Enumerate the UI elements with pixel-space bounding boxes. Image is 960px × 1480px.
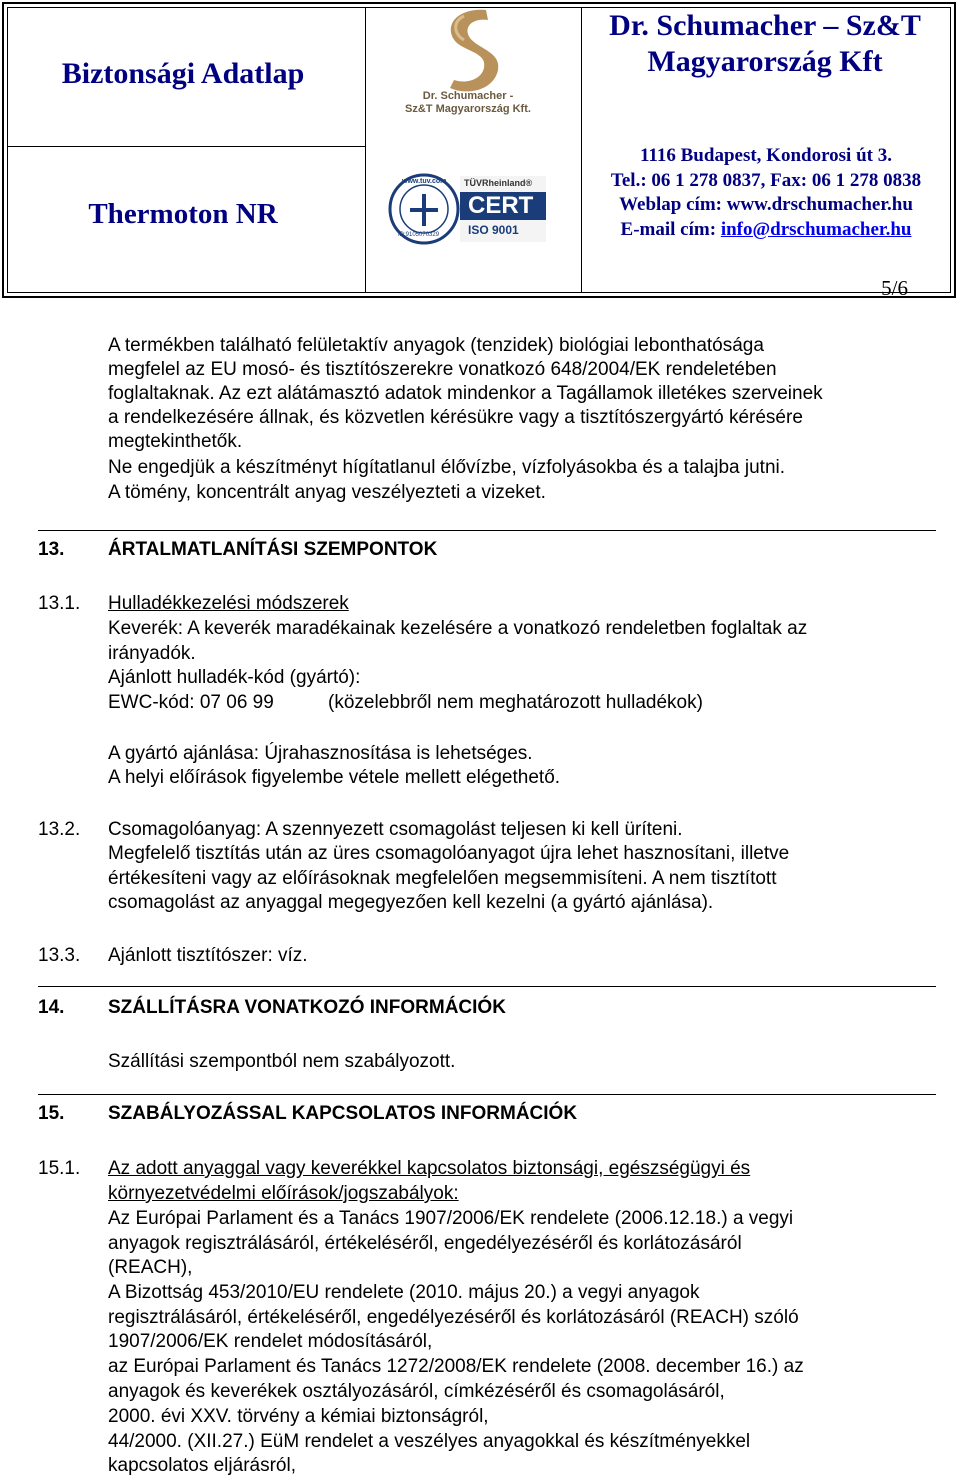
intro-line: foglaltaknak. Az ezt alátámasztó adatok mindenkor a Tagállamok illetékes szerveinek (108, 383, 823, 404)
logo-text-line2: Sz&T Magyarország Kft. (405, 103, 531, 115)
section-13-3-text: Ajánlott tisztítószer: víz. (108, 945, 308, 966)
company-address-block (586, 144, 946, 242)
company-name-line2: Magyarország Kft (647, 45, 883, 78)
section-13-1-line: A helyi előírások figyelembe vétele mellett elégethető. (108, 767, 561, 788)
cert-url: www.tuv.com (402, 178, 447, 185)
intro-line: megtekinthetők. (108, 431, 243, 452)
section-14-number: 14. (38, 997, 65, 1018)
email-link[interactable]: info@drschumacher.hu (720, 218, 912, 240)
section-15-title: SZABÁLYOZÁSSAL KAPCSOLATOS INFORMÁCIÓK (108, 1103, 578, 1124)
section-15-number: 15. (38, 1103, 65, 1124)
section-13-title: ÁRTALMATLANÍTÁSI SZEMPONTOK (108, 539, 438, 560)
section-13-2-line: Csomagolóanyag: A szennyezett csomagolást teljesen ki kell üríteni. (108, 819, 683, 840)
intro-line: A termékben található felületaktív anyagok (tenzidek) biológiai lebonthatósága (108, 335, 764, 356)
tuv-cert-logo (388, 170, 548, 248)
cert-id: ID:9105070329 (398, 232, 440, 238)
header-divider-left (365, 8, 366, 292)
regulation-line: 44/2000. (XII.27.) EüM rendelet a veszélyes anyagokkal és készítményekkel (108, 1431, 751, 1452)
regulation-line: (REACH), (108, 1257, 193, 1278)
intro-line: a rendelkezésére állnak, és közvetlen kérésükre vagy a tisztítószergyártó kérésére (108, 407, 803, 428)
address-line: 1116 Budapest, Kondorosi út 3. (639, 145, 892, 166)
cert-brand: TÜVRheinland® (464, 178, 533, 188)
section-15-1-title: környezetvédelmi előírások/jogszabályok: (108, 1183, 459, 1204)
web-line: Weblap cím: www.drschumacher.hu (619, 194, 913, 215)
logo-text-line1: Dr. Schumacher - (422, 90, 514, 102)
intro-line: A tömény, koncentrált anyag veszélyezteti a vizeket. (108, 482, 546, 503)
section-13-1-line: A gyártó ajánlása: Újrahasznosítása is lehetséges. (108, 743, 533, 764)
regulation-line: Az Európai Parlament és a Tanács 1907/2006/EK rendelete (2006.12.18.) a vegyi (108, 1208, 794, 1229)
section-13-1-line: Ajánlott hulladék-kód (gyártó): (108, 667, 361, 688)
regulation-line: 1907/2006/EK rendelet módosításáról, (108, 1331, 433, 1352)
section-13-1-title: Hulladékkezelési módszerek (108, 593, 349, 614)
ewc-code: EWC-kód: 07 06 99 (108, 692, 274, 713)
section-13-1-line: Keverék: A keverék maradékainak kezelésére a vonatkozó rendeletben foglaltak az (108, 618, 808, 639)
section-13-number: 13. (38, 539, 65, 560)
intro-line: megfelel az EU mosó- és tisztítószerekre vonatkozó 648/2004/EK rendeletében (108, 359, 777, 380)
cert-iso: ISO 9001 (468, 223, 519, 237)
page-number: 5/6 (881, 276, 908, 300)
regulation-line: anyagok regisztrálásáról, értékeléséről, engedélyezéséről és korlátozásáról (108, 1233, 742, 1254)
company-name-line1: Dr. Schumacher – Sz&T (609, 9, 921, 42)
section-15-rule (38, 1094, 936, 1095)
email-line (586, 218, 946, 243)
section-15-1-title: Az adott anyaggal vagy keverékkel kapcsolatos biztonsági, egészségügyi és (108, 1158, 751, 1179)
section-14-rule (38, 986, 936, 987)
section-13-3-number: 13.3. (38, 945, 81, 966)
section-13-2-line: csomagolást az anyaggal megegyezően kell kezelni (a gyártó ajánlása). (108, 892, 714, 913)
ewc-description: (közelebbről nem meghatározott hulladékok) (328, 692, 703, 713)
cert-word: CERT (468, 192, 534, 219)
section-13-rule (38, 530, 936, 531)
doc-type-title: Biztonsági Adatlap (61, 57, 305, 90)
section-13-2-line: értékesíteni vagy az előírásoknak megfelelően megsemmisíteni. A nem tisztított (108, 868, 777, 889)
product-name: Thermoton NR (88, 198, 278, 230)
section-15-1-number: 15.1. (38, 1158, 81, 1179)
section-13-2-number: 13.2. (38, 819, 81, 840)
section-13-1-number: 13.1. (38, 593, 81, 614)
section-13-1-line: irányadók. (108, 643, 196, 664)
email-label: E-mail cím: (620, 218, 721, 240)
phone-line: Tel.: 06 1 278 0837, Fax: 06 1 278 0838 (610, 169, 922, 191)
intro-line: Ne engedjük a készítményt hígítatlanul élővízbe, vízfolyásokba és a talajba jutni. (108, 457, 786, 478)
regulation-line: az Európai Parlament és Tanács 1272/2008/EK rendelete (2008. december 16.) az (108, 1356, 804, 1377)
header-hline-left (8, 146, 365, 147)
section-14-text: Szállítási szempontból nem szabályozott. (108, 1051, 456, 1072)
regulation-line: kapcsolatos eljárásról, (108, 1455, 296, 1476)
regulation-line: A Bizottság 453/2010/EU rendelete (2010. május 20.) a vegyi anyagok (108, 1282, 700, 1303)
section-13-2-line: Megfelelő tisztítás után az üres csomagolóanyagot újra lehet hasznosítani, illetve (108, 843, 790, 864)
company-logo (368, 6, 568, 116)
section-14-title: SZÁLLÍTÁSRA VONATKOZÓ INFORMÁCIÓK (108, 997, 506, 1018)
regulation-line: regisztrálásáról, értékeléséről, engedélyezéséről és korlátozásáról (REACH) szóló (108, 1307, 799, 1328)
regulation-line: 2000. évi XXV. törvény a kémiai biztonságról, (108, 1406, 489, 1427)
regulation-line: anyagok és keverékek osztályozásáról, címkézéséről és csomagolásáról, (108, 1381, 725, 1402)
